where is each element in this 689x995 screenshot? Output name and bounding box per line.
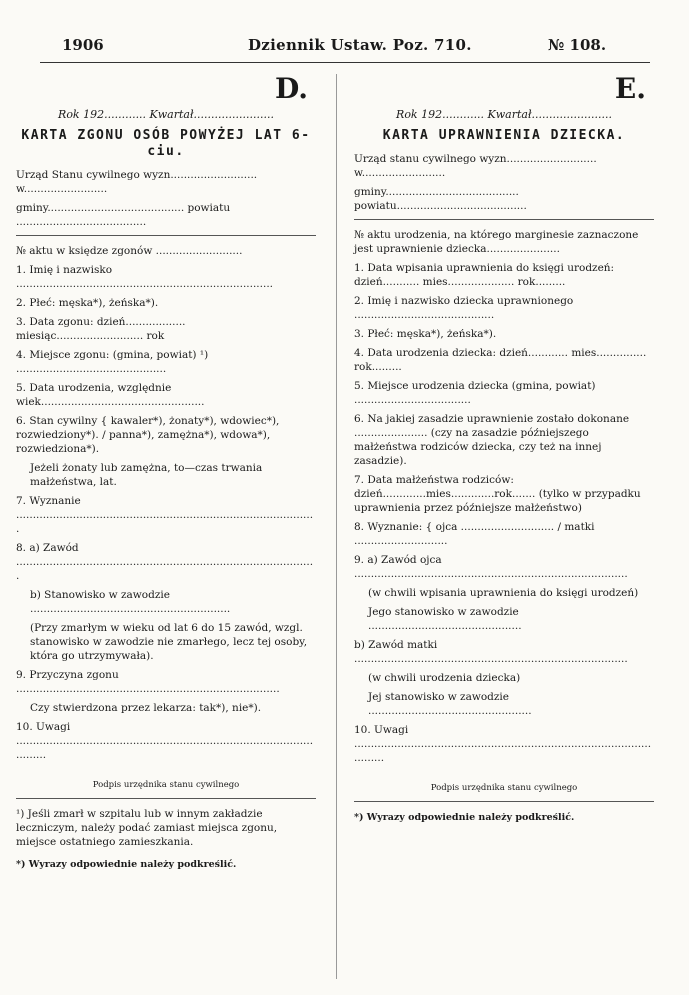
page-header bbox=[0, 0, 689, 70]
field-line: 2. Płeć: męska*), żeńska*). bbox=[16, 297, 159, 309]
page-number: 1906 bbox=[62, 36, 104, 54]
field-line: b) Zawód matki .................................................................................. bbox=[354, 639, 628, 665]
field-note: (Przy zmarłym w wieku od lat 6 do 15 zawód, wzgl. stanowisko w zawodzie nie zmarłego, lecz tej osoby, która go utrzymywała). bbox=[30, 622, 308, 662]
field-line: 1. Data wpisania uprawnienia do księgi urodzeń: dzień........... mies.................... rok......... bbox=[354, 262, 615, 288]
card-title: KARTA ZGONU OSÓB POWYŻEJ LAT 6-ciu. bbox=[21, 128, 311, 159]
field-line: 7. Data małżeństwa rodziców: dzień.............mies.............rok....... (tylko w przypadku uprawnienia przez późniejsze małżeństwo) bbox=[354, 474, 641, 514]
issue-number: № 108. bbox=[548, 36, 607, 54]
field-line: Jego stanowisko w zawodzie .............................................. bbox=[368, 606, 522, 632]
field-line: 3. Data zgonu: dzień.................. miesiąc.......................... rok bbox=[16, 316, 186, 342]
field-line: 9. Przyczyna zgonu ............................................................................... bbox=[16, 669, 280, 695]
field-line: 3. Płeć: męska*), żeńska*). bbox=[354, 328, 497, 340]
registry-office-line: Urząd stanu cywilnego wyzn........................... w......................... bbox=[354, 153, 597, 179]
field-line: b) Stanowisko w zawodzie ............................................................ bbox=[30, 589, 231, 615]
field-note: (w chwili urodzenia dziecka) bbox=[368, 672, 521, 684]
card-letter: D. bbox=[274, 72, 308, 105]
divider bbox=[354, 219, 654, 220]
field-line: 8. a) Zawód .......................................................................................... bbox=[16, 542, 314, 582]
field-line: Czy stwierdzona przez lekarza: tak*), nie*). bbox=[30, 702, 262, 714]
field-line: 6. Na jakiej zasadzie uprawnienie zostało dokonane ...................... (czy na zasadzie późniejszego małżeństwa rodziców dziecka, czy też na innej zasadzie). bbox=[354, 413, 630, 467]
field-line: 10. Uwagi .................................................................................................. bbox=[16, 721, 314, 761]
field-line: Jeżeli żonaty lub zamężna, to—czas trwania małżeństwa, lat. bbox=[30, 462, 263, 488]
field-note: (w chwili wpisania uprawnienia do księgi urodzeń) bbox=[368, 587, 639, 599]
footnote-underline: *) Wyrazy odpowiednie należy podkreślić. bbox=[16, 859, 237, 870]
signature-label: Podpis urzędnika stanu cywilnego bbox=[430, 783, 578, 793]
field-line: 1. Imię i nazwisko ............................................................................. bbox=[16, 264, 273, 290]
journal-title: Dziennik Ustaw. Poz. 710. bbox=[248, 36, 472, 54]
divider bbox=[354, 801, 654, 802]
year-quarter-line: Rok 192............ Kwartał....................... bbox=[396, 108, 612, 121]
field-line: 10. Uwagi .................................................................................................. bbox=[354, 724, 652, 764]
divider bbox=[16, 235, 316, 236]
signature-label: Podpis urzędnika stanu cywilnego bbox=[92, 780, 240, 790]
field-line: 5. Miejsce urodzenia dziecka (gmina, powiat) ................................... bbox=[354, 380, 596, 406]
record-number-line: № aktu urodzenia, na którego marginesie zaznaczone jest uprawnienie dziecka...................... bbox=[354, 229, 639, 255]
footnote-underline: *) Wyrazy odpowiednie należy podkreślić. bbox=[354, 812, 575, 823]
field-line: 9. a) Zawód ojca .................................................................................. bbox=[354, 554, 628, 580]
child-card-e bbox=[354, 74, 654, 979]
column-divider bbox=[336, 74, 337, 979]
year-quarter-line: Rok 192............ Kwartał....................... bbox=[58, 108, 274, 121]
record-number-line: № aktu w księdze zgonów .......................... bbox=[16, 245, 243, 257]
card-title: KARTA UPRAWNIENIA DZIECKA. bbox=[382, 128, 626, 143]
field-line: 5. Data urodzenia, względnie wiek................................................. bbox=[16, 382, 205, 408]
footnote: ¹) Jeśli zmarł w szpitalu lub w innym zakładzie leczniczym, należy podać zamiast miejsca zgonu, miejsce ostatniego zamieszkania. bbox=[16, 808, 278, 848]
registry-office-line: Urząd Stanu cywilnego wyzn.......................... w......................... bbox=[16, 169, 258, 195]
municipality-line: gminy........................................ powiatu....................................... bbox=[354, 186, 527, 212]
divider bbox=[16, 798, 316, 799]
field-line: 2. Imię i nazwisko dziecka uprawnionego .......................................... bbox=[354, 295, 574, 321]
field-line: 7. Wyznanie .......................................................................................... bbox=[16, 495, 314, 535]
municipality-line: gminy......................................... powiatu ....................................... bbox=[16, 202, 231, 228]
death-card-d bbox=[16, 74, 316, 979]
field-line: 6. Stan cywilny { kawaler*), żonaty*), wdowiec*), rozwiedziony*). / panna*), zamężna*), wdowa*), rozwiedziona*). bbox=[16, 415, 280, 455]
field-line: 4. Data urodzenia dziecka: dzień............ mies............... rok......... bbox=[354, 347, 647, 373]
card-letter: E. bbox=[614, 72, 646, 105]
field-line: Jej stanowisko w zawodzie ................................................. bbox=[368, 691, 532, 717]
field-line: 8. Wyznanie: { ojca ............................ / matki ............................ bbox=[354, 521, 595, 547]
header-divider bbox=[40, 62, 650, 63]
field-line: 4. Miejsce zgonu: (gmina, powiat) ¹) ............................................. bbox=[16, 349, 209, 375]
